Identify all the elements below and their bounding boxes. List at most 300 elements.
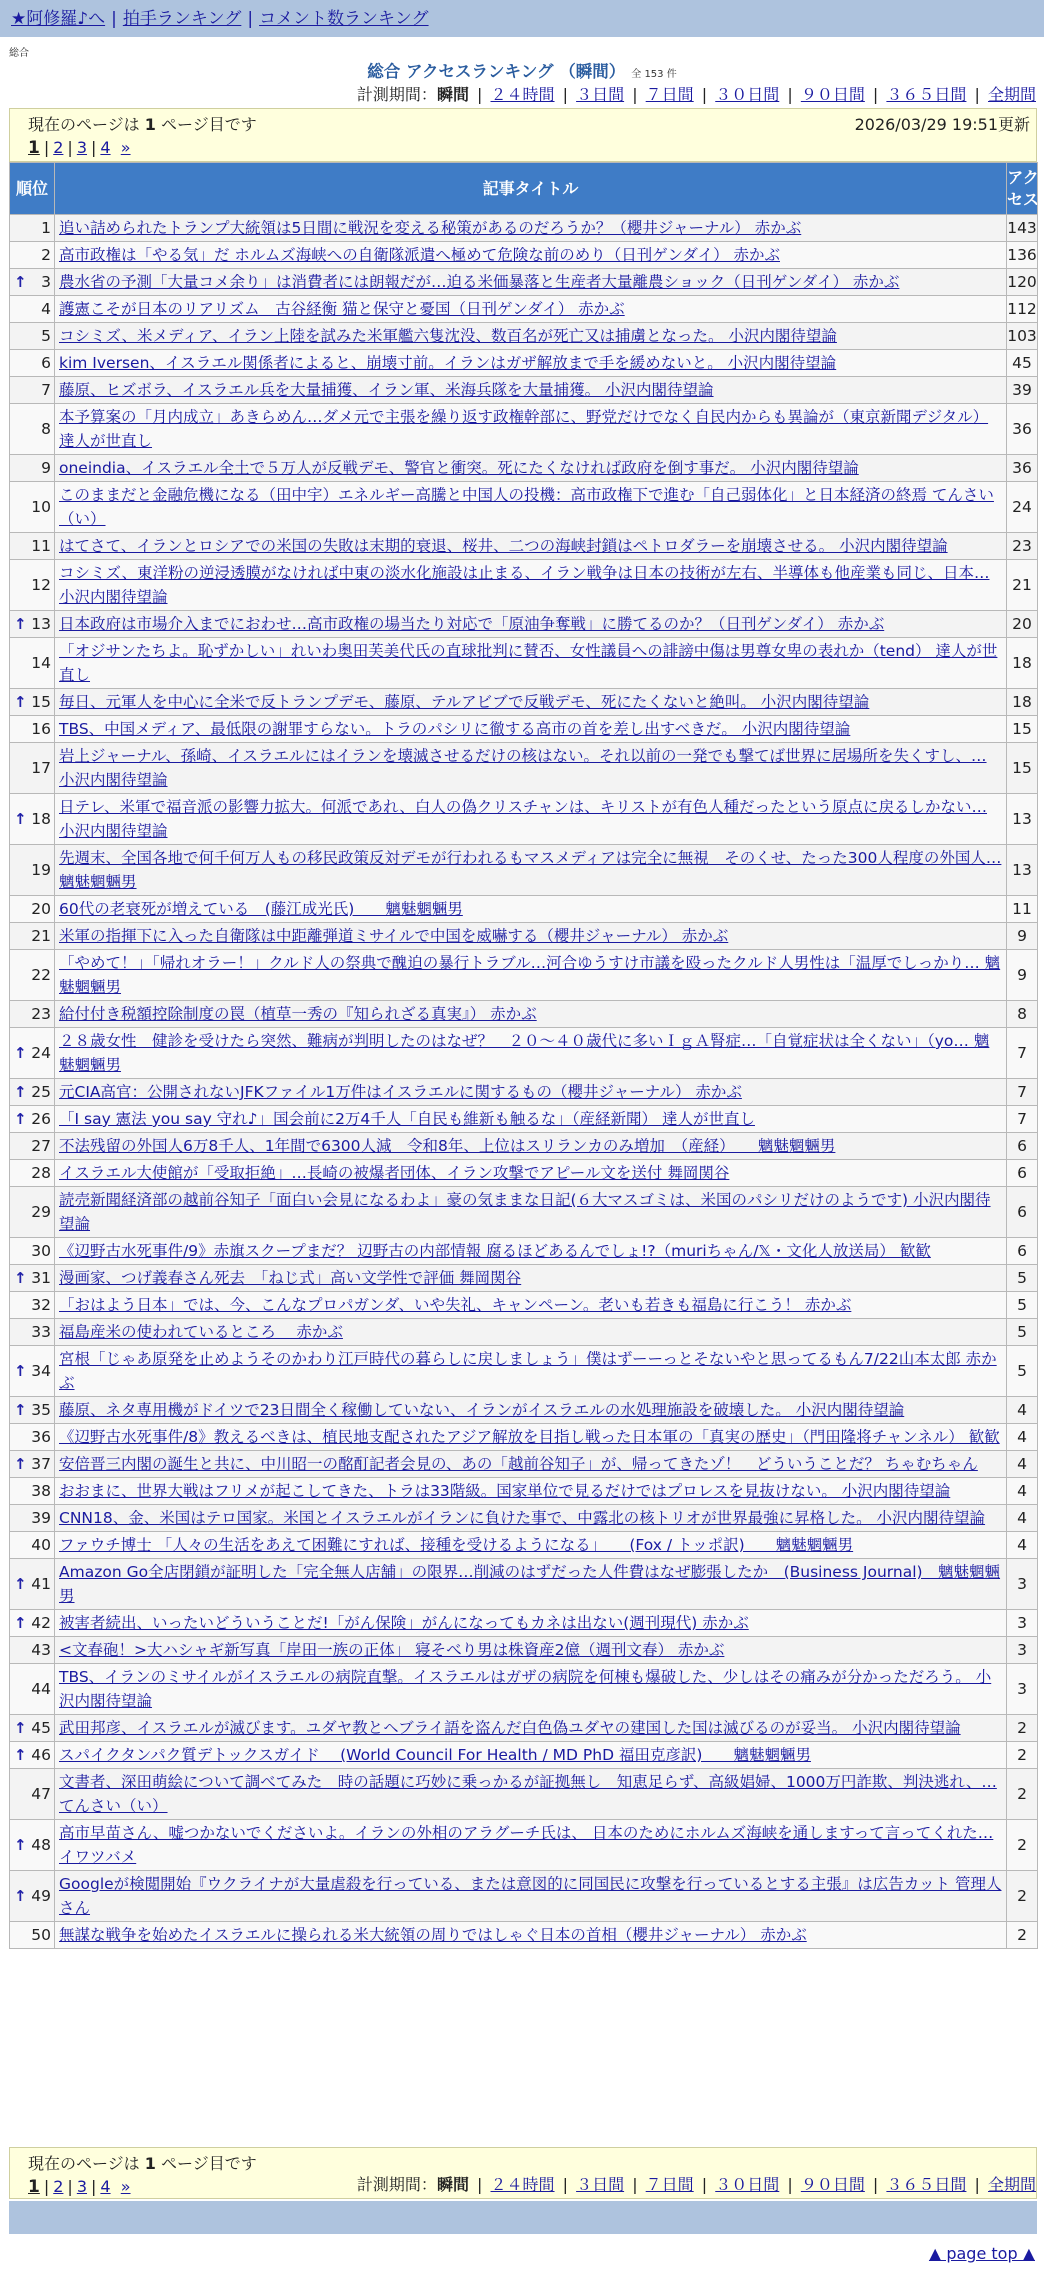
title-cell [55, 1505, 1007, 1532]
article-link[interactable]: kim Iversen、イスラエル関係者によると、崩壊寸前。イランはガザ解放まで手を緩めないと。 小沢内閣待望論 [59, 354, 837, 372]
ranking-title-text: 総合 アクセスランキング （瞬間） [367, 62, 626, 81]
access-count: 136 [1007, 242, 1038, 269]
access-count: 5 [1007, 1265, 1038, 1292]
rank-cell [10, 404, 55, 455]
title-cell [55, 1079, 1007, 1106]
rank-number: 5 [41, 327, 51, 345]
article-link[interactable]: 藤原、ヒズボラ、イスラエル兵を大量捕獲、イラン軍、米海兵隊を大量捕獲。 小沢内閣待望論 [59, 381, 714, 399]
rank-cell [10, 1106, 55, 1133]
title-cell [55, 1715, 1007, 1742]
access-count: 2 [1007, 1715, 1038, 1742]
table-row [10, 1610, 1038, 1637]
page-separator: | [67, 138, 73, 157]
table-row [10, 716, 1038, 743]
title-cell [55, 1478, 1007, 1505]
up-arrow-icon: ↑ [14, 693, 27, 711]
title-cell [55, 215, 1007, 242]
pager-text-post: ページ目です [161, 2154, 257, 2173]
article-link[interactable]: 元CIA高官：公開されないJFKファイル1万件はイスラエルに関するもの（櫻井ジャーナル） 赤かぶ [59, 1083, 742, 1101]
period-option-4[interactable]: ９０日間 [800, 2175, 865, 2194]
table-row [10, 1424, 1038, 1451]
period-separator: | [867, 85, 884, 104]
rank-number: 39 [31, 1509, 51, 1527]
title-cell [55, 1451, 1007, 1478]
title-cell [55, 1238, 1007, 1265]
period-option-0[interactable]: ２４時間 [490, 2175, 555, 2194]
table-header-row [10, 163, 1038, 215]
rank-cell [10, 242, 55, 269]
rank-number: 7 [41, 381, 51, 399]
rank-number: 37 [31, 1455, 51, 1473]
rank-number: 32 [31, 1296, 51, 1314]
updated-timestamp: 2026/03/29 19:51更新 [854, 115, 1030, 134]
rank-number: 2 [41, 246, 51, 264]
article-link[interactable]: TBS、中国メディア、最低限の謝罪すらない。トラのパシリに徹する高市の首を差し出すべきだ。 小沢内閣待望論 [59, 720, 851, 738]
article-link[interactable]: 60代の老衰死が増えている (藤江成光氏) 魑魅魍魎男 [59, 900, 463, 918]
page-current-number: 1 [28, 138, 40, 158]
rank-cell [10, 1742, 55, 1769]
title-cell [55, 923, 1007, 950]
up-arrow-icon: ↑ [14, 1269, 27, 1287]
article-link[interactable]: 漫画家、つげ義春さん死去 「ねじ式」高い文学性で評価 舞岡関谷 [59, 1269, 522, 1287]
access-count: 7 [1007, 1079, 1038, 1106]
rank-number: 16 [31, 720, 51, 738]
period-option-4[interactable]: ９０日間 [800, 85, 865, 104]
rank-cell [10, 323, 55, 350]
access-count: 6 [1007, 1133, 1038, 1160]
rank-number: 48 [31, 1836, 51, 1854]
table-row [10, 1319, 1038, 1346]
period-separator: | [696, 85, 713, 104]
article-link[interactable]: 文書者、深田萌絵について調べてみた 時の話題に巧妙に乗っかるが証拠無し 知恵足らず、高級娼婦、1000万円詐欺、判決逃れ、… てんさい（い） [59, 1773, 997, 1815]
rank-cell [10, 1424, 55, 1451]
table-row [10, 1187, 1038, 1238]
rank-cell [10, 1133, 55, 1160]
rank-number: 24 [31, 1044, 51, 1062]
rank-number: 13 [31, 615, 51, 633]
access-count: 4 [1007, 1478, 1038, 1505]
article-link[interactable]: Googleが検閲開始『ウクライナが大量虐殺を行っている、または意図的に同国民に攻撃を行っているとする主張』は広告カット 管理人さん [59, 1875, 1002, 1917]
title-cell [55, 1532, 1007, 1559]
access-count: 21 [1007, 560, 1038, 611]
table-row [10, 1292, 1038, 1319]
access-count: 103 [1007, 323, 1038, 350]
article-link[interactable]: 安倍晋三内閣の誕生と共に、中川昭一の酩酊記者会見の、あの「越前谷知子」が、帰ってきたゾ！ どういうことだ？ ちゃむちゃん [59, 1455, 978, 1473]
article-link[interactable]: 先週末、全国各地で何千何万人もの移民政策反対デモが行われるもマスメディアは完全に無視 そのくせ、たった300人程度の外国人… 魑魅魍魎男 [59, 849, 1002, 891]
rank-number: 12 [31, 576, 51, 594]
table-row [10, 404, 1038, 455]
rank-cell [10, 743, 55, 794]
article-link[interactable]: 日本政府は市場介入までにおわせ…高市政権の場当たり対応で「原油争奪戦」に勝てるのか？（日刊ゲンダイ） 赤かぶ [59, 615, 885, 633]
rank-cell [10, 269, 55, 296]
title-cell [55, 1001, 1007, 1028]
table-row [10, 533, 1038, 560]
table-row [10, 377, 1038, 404]
rank-cell [10, 377, 55, 404]
access-count: 15 [1007, 743, 1038, 794]
rank-cell [10, 1028, 55, 1079]
header-access-text: アクセス [1007, 167, 1040, 209]
article-link[interactable]: 「おはよう日本」では、今、こんなプロパガンダ、いや失礼、キャンペーン。老いも若きも福島に行こう！ 赤かぶ [59, 1296, 852, 1314]
article-link[interactable]: 農水省の予測「大量コメ余り」は消費者には朗報だが…迫る米価暴落と生産者大量離農ショック（日刊ゲンダイ） 赤かぶ [59, 273, 900, 291]
access-count: 2 [1007, 1769, 1038, 1820]
ranking-table-body [10, 215, 1038, 1949]
access-count: 4 [1007, 1532, 1038, 1559]
title-cell [55, 377, 1007, 404]
table-row [10, 560, 1038, 611]
home-link[interactable]: ★阿修羅♪へ [11, 9, 106, 29]
period-option-6[interactable]: 全期間 [987, 85, 1036, 104]
period-separator: | [782, 85, 798, 104]
title-cell [55, 296, 1007, 323]
period-separator: | [557, 2175, 574, 2194]
rank-cell [10, 1001, 55, 1028]
up-arrow-icon: ↑ [14, 1362, 27, 1380]
table-row [10, 296, 1038, 323]
rank-cell [10, 1319, 55, 1346]
article-link[interactable]: コシミズ、東洋粉の逆浸透膜がなければ中東の淡水化施設は止まる、イラン戦争は日本の技術が左右、半導体も他産業も同じ、日本… 小沢内閣待望論 [59, 564, 990, 606]
article-link[interactable]: はてさて、イランとロシアでの米国の失敗は末期的衰退、桜井、二つの海峡封鎖はペトロダラーを崩壊させる。 小沢内閣待望論 [59, 537, 948, 555]
title-cell [55, 404, 1007, 455]
rank-cell [10, 1532, 55, 1559]
access-count: 5 [1007, 1319, 1038, 1346]
rank-cell [10, 1559, 55, 1610]
rank-cell [10, 1505, 55, 1532]
rank-cell [10, 215, 55, 242]
table-row [10, 743, 1038, 794]
access-count: 7 [1007, 1106, 1038, 1133]
rank-number: 31 [31, 1269, 51, 1287]
period-separator: | [696, 2175, 713, 2194]
page-next-link[interactable]: » [120, 2177, 131, 2196]
title-cell [55, 1664, 1007, 1715]
article-link[interactable]: 「I say 憲法 you say 守れ♪」国会前に2万4千人「自民も維新も触るな」（産経新聞） 達人が世直し [59, 1110, 755, 1128]
comment-ranking-link[interactable]: コメント数ランキング [259, 9, 429, 29]
rank-number: 30 [31, 1242, 51, 1260]
period-separator: | [557, 85, 574, 104]
up-arrow-icon: ↑ [14, 1083, 27, 1101]
rank-number: 17 [31, 759, 51, 777]
access-count: 8 [1007, 1001, 1038, 1028]
page-link-3[interactable]: 3 [76, 2177, 87, 2196]
article-link[interactable]: 追い詰められたトランプ大統領は5日間に戦況を変える秘策があるのだろうか？（櫻井ジャーナル） 赤かぶ [59, 219, 802, 237]
table-row [10, 269, 1038, 296]
pager-top [9, 108, 1037, 162]
rank-cell [10, 350, 55, 377]
page-link-2[interactable]: 2 [53, 138, 64, 157]
rank-number: 3 [41, 273, 51, 291]
title-cell [55, 611, 1007, 638]
article-link[interactable]: コシミズ、米メディア、イラン上陸を試みた米軍艦六隻沈没、数百名が死亡又は捕虜となった。 小沢内閣待望論 [59, 327, 837, 345]
article-link[interactable]: 日テレ、米軍で福音派の影響力拡大。何派であれ、白人の偽クリスチャンは、キリストが有色人種だったという原点に戻るしかない… 小沢内閣待望論 [59, 798, 987, 840]
period-separator: | [627, 85, 643, 104]
article-link[interactable]: 岩上ジャーナル、孫崎、イスラエルにはイランを壊滅させるだけの核はない。それ以前の一発でも撃てば世界に居場所を失くすし、… 小沢内閣待望論 [59, 747, 987, 789]
period-current: 瞬間 [436, 85, 469, 104]
access-count: 36 [1007, 404, 1038, 455]
access-count: 11 [1007, 896, 1038, 923]
up-arrow-icon: ↑ [14, 1614, 27, 1632]
access-count: 3 [1007, 1664, 1038, 1715]
up-arrow-icon: ↑ [14, 1836, 27, 1854]
rank-number: 21 [31, 927, 51, 945]
article-link[interactable]: 毎日、元軍人を中心に全米で反トランプデモ、藤原、テルアビブで反戦デモ、死にたくないと絶叫。 小沢内閣待望論 [59, 693, 870, 711]
table-row [10, 950, 1038, 1001]
table-row [10, 794, 1038, 845]
page-next-link[interactable]: » [120, 138, 131, 157]
table-row [10, 242, 1038, 269]
up-arrow-icon: ↑ [14, 1401, 27, 1419]
up-arrow-icon: ↑ [14, 1887, 27, 1905]
section-label: 総合 [9, 48, 29, 59]
nav-separator: | [111, 9, 117, 29]
table-row [10, 1871, 1038, 1922]
rank-number: 10 [31, 498, 51, 516]
table-row [10, 1478, 1038, 1505]
rank-number: 11 [31, 537, 51, 555]
article-link[interactable]: 《辺野古水死事件/8》教えるべきは、植民地支配されたアジア解放を目指し戦った日本軍の「真実の歴史」（門田隆将チャンネル） 歓歓 [59, 1428, 1000, 1446]
article-link[interactable]: 本予算案の「月内成立」あきらめん…ダメ元で主張を繰り返す政権幹部に、野党だけでなく自民内からも異論が（東京新聞デジタル） 達人が世直し [59, 408, 989, 450]
article-link[interactable]: スパイクタンパク質デトックスガイド (World Council For Health / MD PhD 福田克彦訳) 魑魅魍魎男 [59, 1746, 811, 1764]
access-count: 2 [1007, 1922, 1038, 1949]
article-link[interactable]: 護憲こそが日本のリアリズム 古谷経衡 猫と保守と憂国（日刊ゲンダイ） 赤かぶ [59, 300, 625, 318]
up-arrow-icon: ↑ [14, 1110, 27, 1128]
access-count: 13 [1007, 845, 1038, 896]
access-count: 3 [1007, 1559, 1038, 1610]
article-link[interactable]: このままだと金融危機になる（田中宇）エネルギー高騰と中国人の投機：高市政権下で進む「自己弱体化」と日本経済の終焉 てんさい（い） [59, 486, 994, 528]
header-access [1007, 163, 1038, 215]
rank-number: 6 [41, 354, 51, 372]
rank-number: 19 [31, 861, 51, 879]
up-arrow-icon: ↑ [14, 615, 27, 633]
table-row [10, 1238, 1038, 1265]
rank-cell [10, 1871, 55, 1922]
access-count: 23 [1007, 533, 1038, 560]
title-cell [55, 350, 1007, 377]
rank-cell [10, 296, 55, 323]
article-link[interactable]: 高市政権は「やる気」だ ホルムズ海峡への自衛隊派遣へ極めて危険な前のめり（日刊ゲンダイ） 赤かぶ [59, 246, 780, 264]
table-row [10, 455, 1038, 482]
article-link[interactable]: 給付付き税額控除制度の罠（植草一秀の『知られざる真実』） 赤かぶ [59, 1005, 537, 1023]
article-link[interactable]: 「やめて！」「帰れオラー！」クルド人の祭典で醜迫の暴行トラブル…河合ゆうすけ市議を殴ったクルド人男性は「温厚でしっかり… 魑魅魍魎男 [59, 954, 1001, 996]
access-count: 6 [1007, 1160, 1038, 1187]
title-cell [55, 1397, 1007, 1424]
title-cell [55, 1187, 1007, 1238]
page-link-4[interactable]: 4 [100, 138, 111, 157]
rank-number: 46 [31, 1746, 51, 1764]
table-row [10, 1742, 1038, 1769]
period-label: 計測期間： [356, 85, 437, 104]
period-option-5[interactable]: ３６５日間 [886, 85, 967, 104]
table-row [10, 611, 1038, 638]
table-row [10, 1346, 1038, 1397]
rank-number: 23 [31, 1005, 51, 1023]
title-cell [55, 560, 1007, 611]
period-option-2[interactable]: ７日間 [645, 85, 694, 104]
rank-cell [10, 533, 55, 560]
rank-number: 44 [31, 1680, 51, 1698]
rank-number: 40 [31, 1536, 51, 1554]
rank-number: 22 [31, 966, 51, 984]
page-top-link[interactable]: ▲ page top ▲ [928, 2244, 1035, 2263]
rank-cell [10, 1610, 55, 1637]
table-row [10, 1079, 1038, 1106]
title-cell [55, 1610, 1007, 1637]
title-cell [55, 1160, 1007, 1187]
top-nav-bar [0, 0, 1044, 37]
title-cell [55, 1265, 1007, 1292]
article-link[interactable]: 米軍の指揮下に入った自衛隊は中距離弾道ミサイルで中国を威嚇する（櫻井ジャーナル） 赤かぶ [59, 927, 729, 945]
title-cell [55, 1559, 1007, 1610]
period-separator: | [471, 2175, 488, 2194]
period-option-5[interactable]: ３６５日間 [886, 2175, 967, 2194]
article-link[interactable]: 被害者続出、いったいどういうことだ!「がん保険」がんになってもカネは出ない(週刊現代) 赤かぶ [59, 1614, 749, 1632]
access-count: 5 [1007, 1292, 1038, 1319]
rank-cell [10, 611, 55, 638]
period-selector-bottom [357, 2174, 1036, 2196]
rank-cell [10, 845, 55, 896]
page-link-2[interactable]: 2 [53, 2177, 64, 2196]
rank-number: 9 [41, 459, 51, 477]
title-cell [55, 1106, 1007, 1133]
rank-number: 41 [31, 1575, 51, 1593]
article-link[interactable]: 藤原、ネタ専用機がドイツで23日間全く稼働していない、イランがイスラエルの水処理施設を破壊した。 小沢内閣待望論 [59, 1401, 905, 1419]
table-row [10, 1001, 1038, 1028]
article-link[interactable]: おおまに、世界大戦はフリメが起こしてきた、トラは33階級。国家単位で見るだけではプロレスを見抜けない。 小沢内閣待望論 [59, 1482, 951, 1500]
rank-number: 42 [31, 1614, 51, 1632]
table-row [10, 350, 1038, 377]
table-row [10, 1133, 1038, 1160]
rank-cell [10, 1397, 55, 1424]
access-count: 112 [1007, 296, 1038, 323]
pager-text-pre: 現在のページは [28, 2154, 140, 2173]
header-rank-text: 順位 [16, 178, 49, 198]
rank-cell [10, 1265, 55, 1292]
article-link[interactable]: 無謀な戦争を始めたイスラエルに操られる米大統領の周りではしゃぐ日本の首相（櫻井ジャーナル） 赤かぶ [59, 1926, 807, 1944]
rank-cell [10, 638, 55, 689]
article-link[interactable]: <文春砲！>大ハシャギ新写真「岸田一族の正体」 寝そべり男は株資産2億（週刊文春） 赤かぶ [59, 1641, 725, 1659]
rank-number: 34 [31, 1362, 51, 1380]
table-row [10, 323, 1038, 350]
rank-number: 15 [31, 693, 51, 711]
article-link[interactable]: ２８歳女性 健診を受けたら突然、難病が判明したのはなぜ？ ２０～４０歳代に多いＩｇＡ腎症…「自覚症状は全くない」（yo… 魑魅魍魎男 [59, 1032, 990, 1074]
title-cell [55, 1346, 1007, 1397]
page-separator: | [43, 2177, 50, 2196]
rank-cell [10, 716, 55, 743]
article-link[interactable]: Amazon Go全店閉鎖が証明した「完全無人店舗」の限界…削減のはずだった人件費はなぜ膨張したか (Business Journal) 魑魅魍魎男 [59, 1563, 1001, 1605]
table-row [10, 1265, 1038, 1292]
rank-cell [10, 896, 55, 923]
access-count: 18 [1007, 638, 1038, 689]
title-cell [55, 1292, 1007, 1319]
rank-cell [10, 455, 55, 482]
access-count: 36 [1007, 455, 1038, 482]
title-cell [55, 1133, 1007, 1160]
article-link[interactable]: oneindia、イスラエル全土で５万人が反戦デモ、警官と衝突。死にたくなければ政府を倒す事だ。 小沢内閣待望論 [59, 459, 859, 477]
article-link[interactable]: 不法残留の外国人6万8千人、1年間で6300人減 令和8年、上位はスリランカのみ増加 （産経） 魑魅魍魎男 [59, 1137, 836, 1155]
title-cell [55, 896, 1007, 923]
period-option-1[interactable]: ３日間 [576, 2175, 625, 2194]
period-option-0[interactable]: ２４時間 [490, 85, 555, 104]
access-count: 2 [1007, 1871, 1038, 1922]
title-cell [55, 1820, 1007, 1871]
article-link[interactable]: 読売新聞経済部の越前谷知子「面白い会見になるわよ」豪の気ままな日記(６大マスゴミは、米国のパシリだけのようです) 小沢内閣待望論 [59, 1191, 991, 1233]
period-label: 計測期間： [356, 2175, 437, 2194]
up-arrow-icon: ↑ [14, 1455, 27, 1473]
article-link[interactable]: 高市早苗さん、嘘つかないでくださいよ。イランの外相のアラグーチ氏は、 日本のためにホルムズ海峡を通しますって言ってくれた… イワツバメ [59, 1824, 994, 1866]
access-count: 2 [1007, 1820, 1038, 1871]
article-link[interactable]: 宮根「じゃあ原発を止めようそのかわり江戸時代の暮らしに戻しましょう」僕はずーーっとそないやと思ってるもん7/22山本太郎 赤かぶ [59, 1350, 997, 1392]
table-row [10, 1637, 1038, 1664]
access-count: 4 [1007, 1451, 1038, 1478]
up-arrow-icon: ↑ [14, 273, 27, 291]
table-row [10, 638, 1038, 689]
page-separator: | [67, 2177, 73, 2196]
header-rank [10, 163, 55, 215]
title-cell [55, 1769, 1007, 1820]
article-link[interactable]: 福島産米の使われているところ 赤かぶ [59, 1323, 343, 1341]
rank-cell [10, 1637, 55, 1664]
table-row [10, 1505, 1038, 1532]
period-option-2[interactable]: ７日間 [645, 2175, 694, 2194]
page-link-4[interactable]: 4 [100, 2177, 111, 2196]
page-link-3[interactable]: 3 [76, 138, 87, 157]
period-current: 瞬間 [436, 2175, 469, 2194]
access-count: 143 [1007, 215, 1038, 242]
access-count: 3 [1007, 1610, 1038, 1637]
access-count: 15 [1007, 716, 1038, 743]
article-link[interactable]: 武田邦彦、イスラエルが滅びます。ユダヤ教とヘブライ語を盗んだ白色偽ユダヤの建国した国は滅びるのが妥当。 小沢内閣待望論 [59, 1719, 961, 1737]
article-link[interactable]: CNN18、金、米国はテロ国家。米国とイスラエルがイランに負けた事で、中露北の核トリオが世界最強に昇格した。 小沢内閣待望論 [59, 1509, 986, 1527]
rank-number: 27 [31, 1137, 51, 1155]
table-row [10, 896, 1038, 923]
rank-cell [10, 689, 55, 716]
article-link[interactable]: ファウチ博士 「人々の生活をあえて困難にすれば、接種を受けるようになる」 (Fox / トッポ訳) 魑魅魍魎男 [59, 1536, 854, 1554]
article-link[interactable]: 《辺野古水死事件/9》赤旗スクープまだ？ 辺野古の内部情報 腐るほどあるんでしょ!?（muriちゃん/𝕏・文化人放送局） 歓歓 [59, 1242, 931, 1260]
title-cell [55, 1319, 1007, 1346]
period-option-6[interactable]: 全期間 [987, 2175, 1036, 2194]
pagination [28, 136, 1026, 160]
ranking-count: 全 153 件 [631, 69, 677, 80]
rank-number: 43 [31, 1641, 51, 1659]
rank-cell [10, 1478, 55, 1505]
up-arrow-icon: ↑ [14, 1044, 27, 1062]
rank-number: 47 [31, 1785, 51, 1803]
period-option-1[interactable]: ３日間 [576, 85, 625, 104]
table-row [10, 1922, 1038, 1949]
access-count: 9 [1007, 923, 1038, 950]
period-option-3[interactable]: ３０日間 [715, 2175, 780, 2194]
rank-cell [10, 794, 55, 845]
period-option-3[interactable]: ３０日間 [715, 85, 780, 104]
title-cell [55, 323, 1007, 350]
article-link[interactable]: 「オジサンたちよ。恥ずかしい」れいわ奥田芙美代氏の直球批判に賛否、女性議員への誹謗中傷は男尊女卑の表れか（tend） 達人が世直し [59, 642, 998, 684]
title-cell [55, 1922, 1007, 1949]
rank-cell [10, 1238, 55, 1265]
rank-cell [10, 1160, 55, 1187]
rank-number: 20 [31, 900, 51, 918]
clap-ranking-link[interactable]: 拍手ランキング [122, 9, 242, 29]
table-row [10, 845, 1038, 896]
rank-cell [10, 1292, 55, 1319]
access-count: 4 [1007, 1397, 1038, 1424]
title-cell [55, 689, 1007, 716]
period-separator: | [969, 2175, 985, 2194]
rank-number: 18 [31, 810, 51, 828]
title-cell [55, 794, 1007, 845]
rank-number: 8 [41, 420, 51, 438]
article-link[interactable]: イスラエル大使館が「受取拒絶」…長崎の被爆者団体、イラン攻撃でアピール文を送付 舞岡関谷 [59, 1164, 730, 1182]
article-link[interactable]: TBS、イランのミサイルがイスラエルの病院直撃。イスラエルはガザの病院を何棟も爆破した、少しはその痛みが分かっただろう。 小沢内閣待望論 [59, 1668, 992, 1710]
